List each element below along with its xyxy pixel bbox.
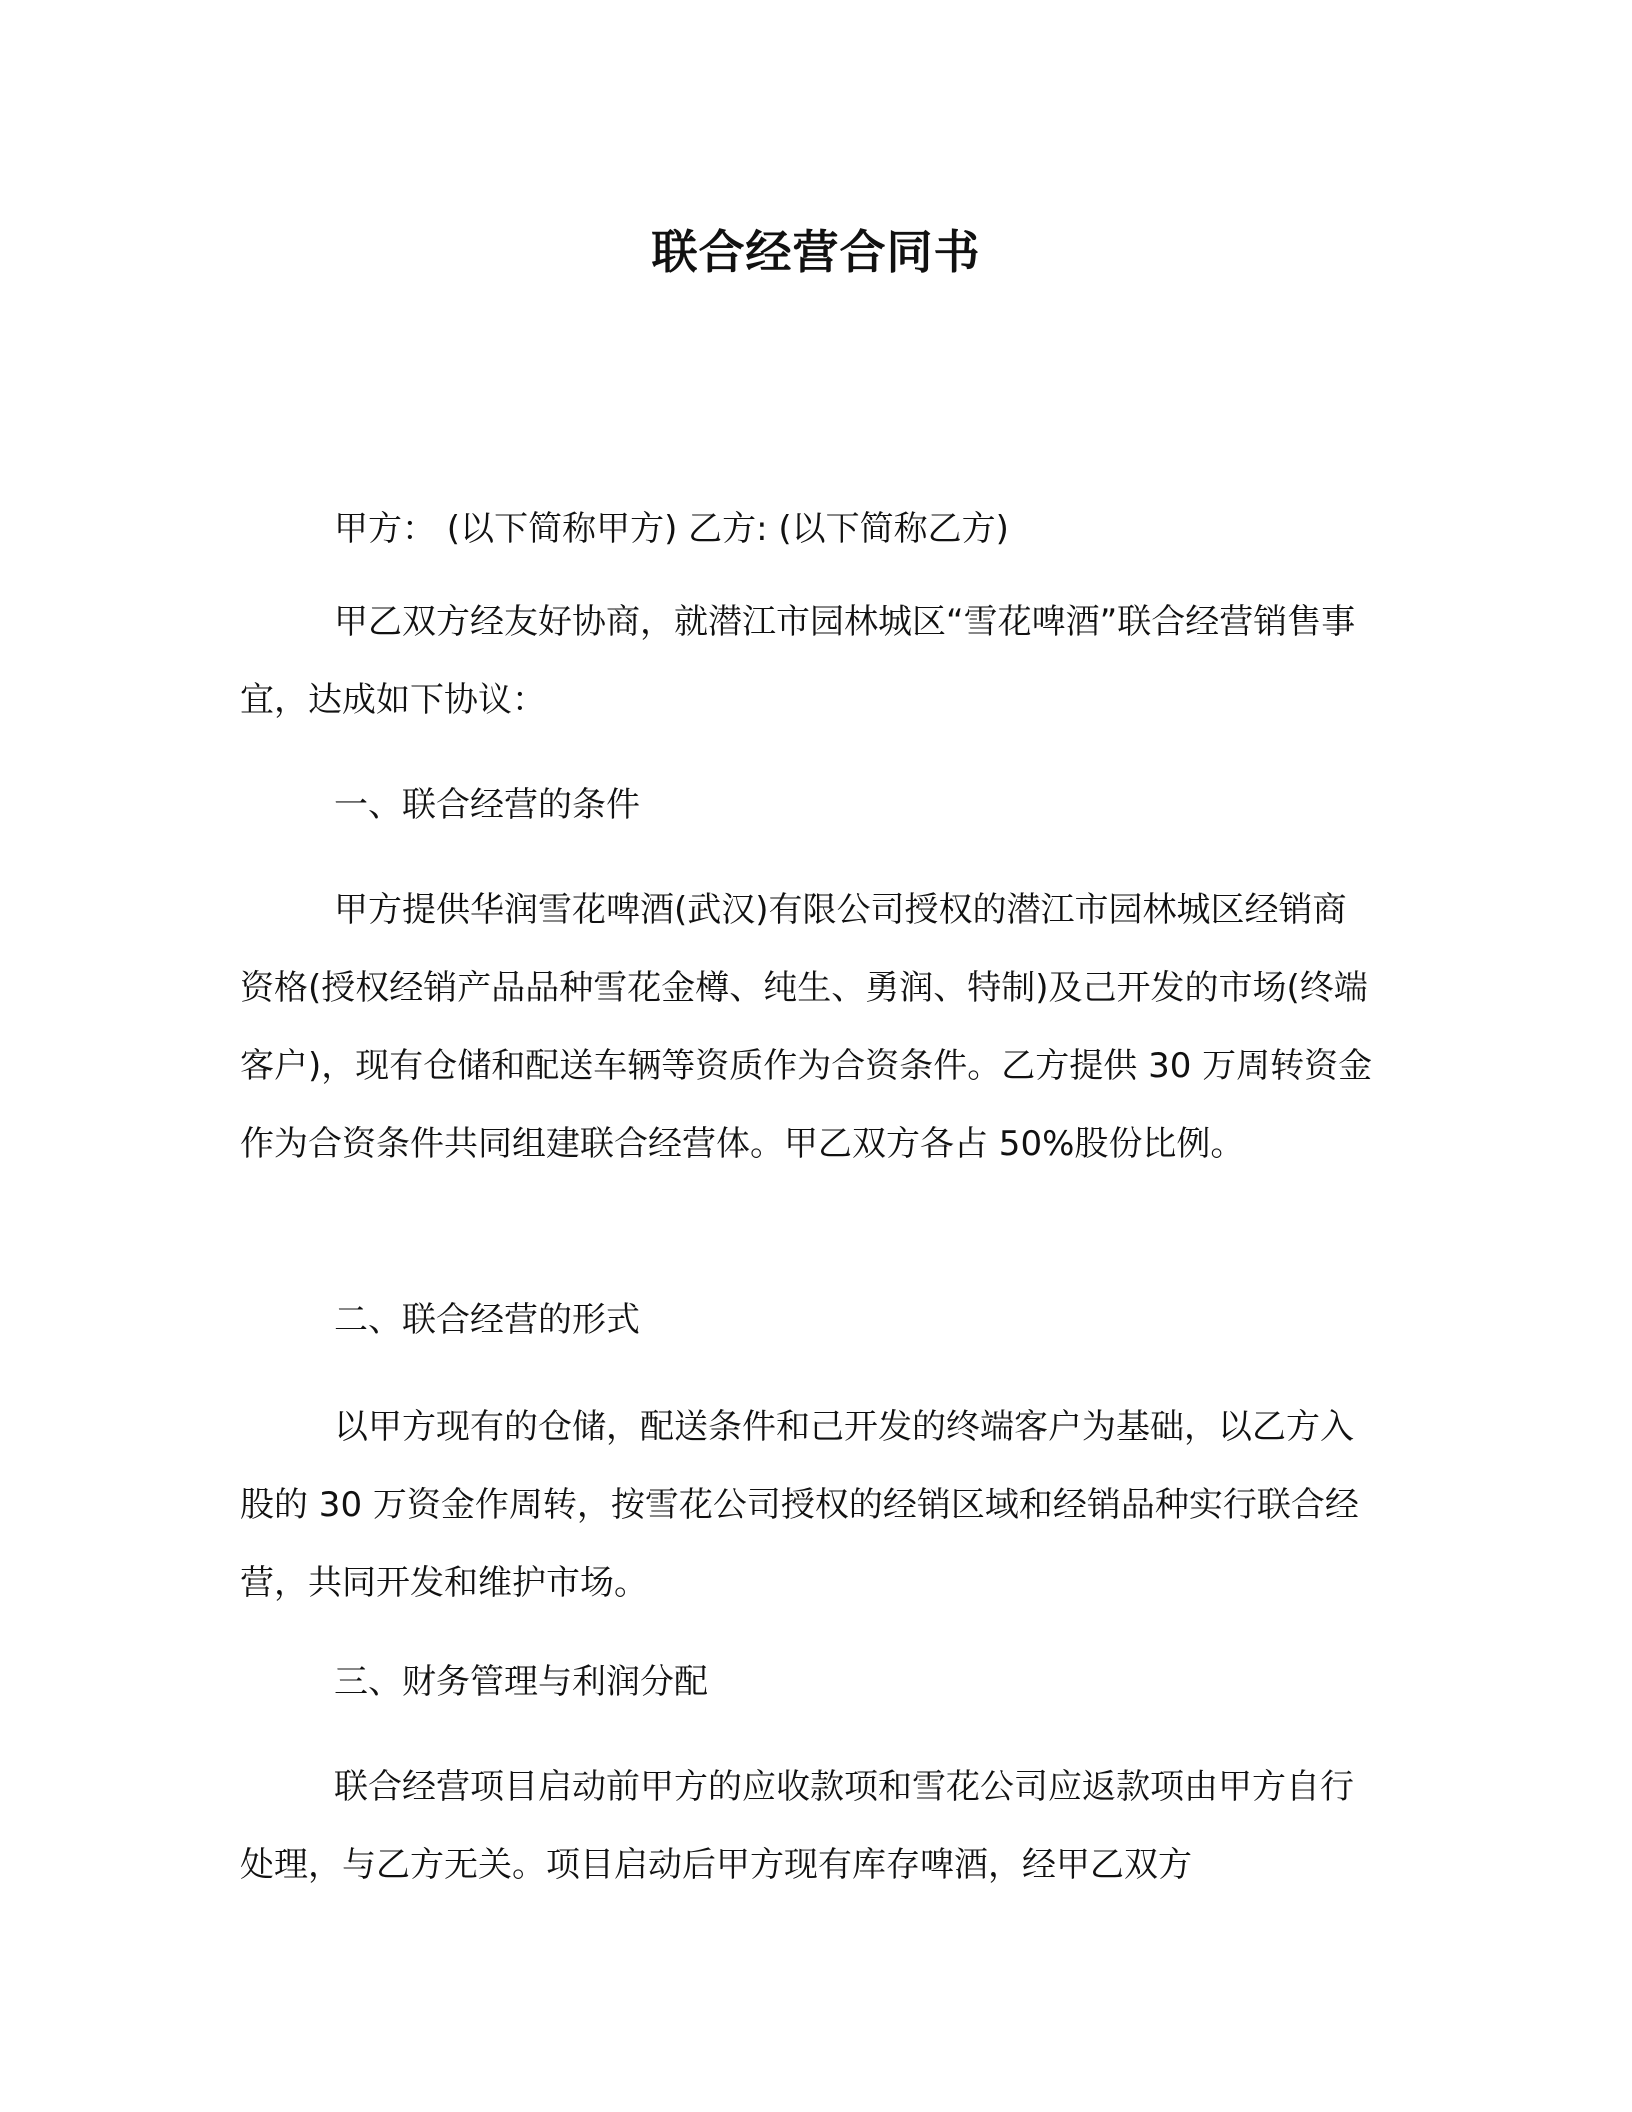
intro-paragraph: 甲乙双方经友好协商，就潜江市园林城区“雪花啤酒”联合经营销售事宜，达成如下协议： (240, 602, 1356, 720)
section-heading: 一、联合经营的条件 (334, 785, 640, 825)
section-body: 联合经营项目启动前甲方的应收款项和雪花公司应返款项由甲方自行处理，与乙方无关。项目启动后甲方现有库存啤酒，经甲乙双方 (240, 1767, 1354, 1885)
section-body: 以甲方现有的仓储，配送条件和己开发的终端客户为基础，以乙方入股的 30 万资金作周转，按雪花公司授权的经销区域和经销品种实行联合经营，共同开发和维护市场。 (240, 1407, 1359, 1603)
section-heading: 二、联合经营的形式 (334, 1300, 640, 1340)
document-title: 联合经营合同书 (651, 225, 981, 279)
section-heading: 三、财务管理与利润分配 (334, 1662, 708, 1702)
section-body: 甲方提供华润雪花啤酒(武汉)有限公司授权的潜江市园林城区经销商资格(授权经销产品品种雪花金樽、纯生、勇润、特制)及己开发的市场(终端客户)，现有仓储和配送车辆等资质作为合资条件。乙方提供 30 万周转资金作为合资条件共同组建联合经营体。甲乙双方各占 50%股份比例。 (240, 890, 1373, 1164)
parties-line: 甲方： (以下简称甲方) 乙方: (以下简称乙方) (334, 509, 1009, 549)
